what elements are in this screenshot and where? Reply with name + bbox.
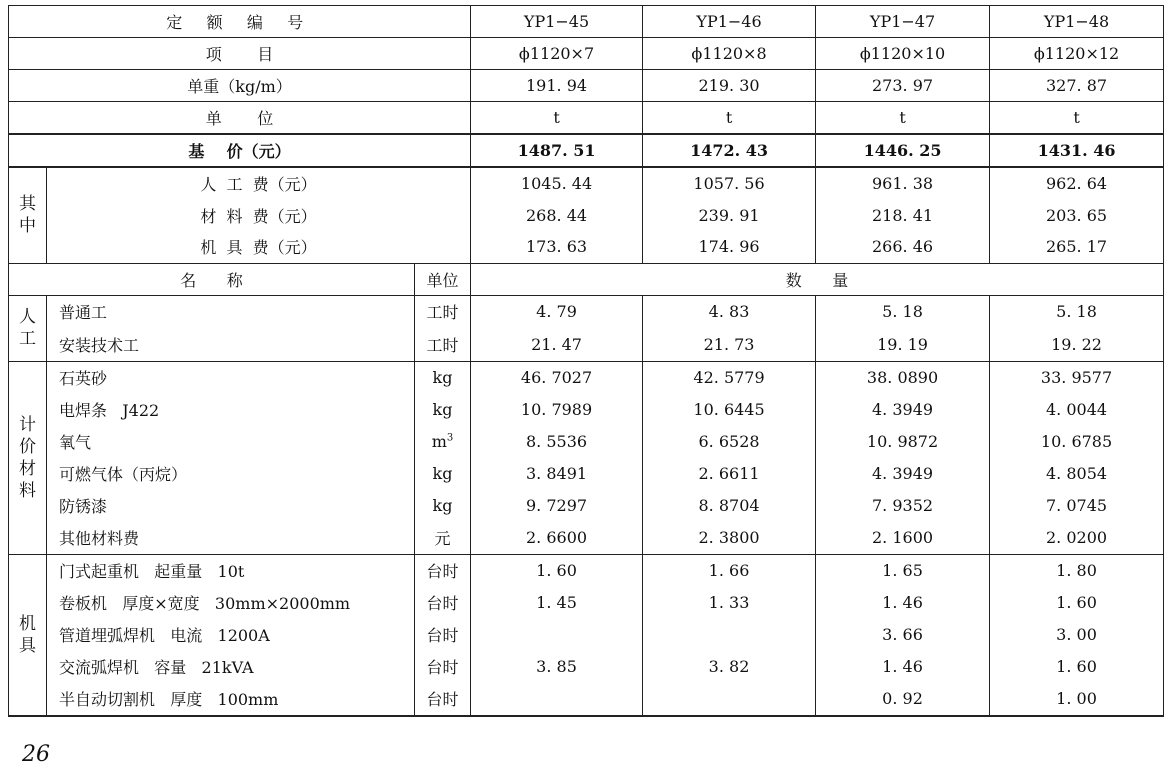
resource-name: 交流弧焊机 容量 21kVA [47,651,415,683]
unit-base: m [431,432,447,451]
breakdown-group-label: 其中 [9,167,47,263]
quantity-cell: 1. 46 [816,587,990,619]
quantity-cell: 10. 7989 [471,394,643,426]
unit-cell: t [816,102,990,135]
resource-unit: 台时 [415,587,471,619]
quantity-cell: 6. 6528 [643,426,816,458]
quantity-cell: 0. 92 [816,683,990,716]
quantity-cell: 4. 0044 [990,394,1164,426]
table-row [9,554,1164,587]
quantity-cell [471,683,643,716]
table-row [9,651,1164,683]
unit-cell: t [471,102,643,135]
quantity-cell: 19. 19 [816,328,990,361]
quantity-cell: 1. 65 [816,554,990,587]
breakdown-label: 材 料 费（元） [47,199,471,231]
base-price-label: 基 价（元） [9,134,471,167]
spec-cell: ϕ1120×12 [990,38,1164,70]
quantity-cell: 1. 45 [471,587,643,619]
resource-unit: 工时 [415,328,471,361]
quantity-cell: 1. 80 [990,554,1164,587]
quantity-cell: 8. 8704 [643,490,816,522]
quantity-cell: 4. 3949 [816,458,990,490]
quantity-cell: 1. 46 [816,651,990,683]
quantity-cell: 4. 83 [643,295,816,328]
quantity-cell: 10. 6445 [643,394,816,426]
quantity-cell: 21. 73 [643,328,816,361]
quantity-cell: 1. 33 [643,587,816,619]
resource-name: 卷板机 厚度×宽度 30mm×2000mm [47,587,415,619]
table-row [9,522,1164,555]
quantity-cell: 42. 5779 [643,361,816,394]
breakdown-value: 173. 63 [471,231,643,263]
unit-column-label: 单位 [415,263,471,295]
quantity-cell: 1. 00 [990,683,1164,716]
resource-name: 半自动切割机 厚度 100mm [47,683,415,716]
quantity-cell: 5. 18 [816,295,990,328]
unit-weight-cell: 327. 87 [990,70,1164,102]
quantity-cell [643,619,816,651]
breakdown-value: 1045. 44 [471,167,643,199]
resource-unit [415,426,471,458]
quantity-cell: 38. 0890 [816,361,990,394]
name-column-label: 名 称 [9,263,415,295]
quantity-cell [643,683,816,716]
quota-table [8,5,1164,717]
resource-name: 普通工 [47,295,415,328]
resource-name: 防锈漆 [47,490,415,522]
quantity-cell: 33. 9577 [990,361,1164,394]
quantity-cell: 19. 22 [990,328,1164,361]
unit-weight-row [9,70,1164,102]
quantity-cell: 10. 6785 [990,426,1164,458]
resource-unit: 台时 [415,619,471,651]
spec-cell: ϕ1120×8 [643,38,816,70]
resource-unit: kg [415,394,471,426]
table-row [9,587,1164,619]
quantity-cell: 21. 47 [471,328,643,361]
resource-unit: 台时 [415,651,471,683]
unit-weight-cell: 191. 94 [471,70,643,102]
group-label-machinery: 机具 [9,554,47,716]
quantity-cell: 4. 79 [471,295,643,328]
quantity-cell: 3. 66 [816,619,990,651]
resource-name: 安装技术工 [47,328,415,361]
resource-unit: 台时 [415,554,471,587]
resource-name: 可燃气体（丙烷） [47,458,415,490]
code-cell: YP1−45 [471,6,643,38]
table-row [9,426,1164,458]
breakdown-label: 机 具 费（元） [47,231,471,263]
page-number: 26 [22,742,50,767]
base-price-cell: 1446. 25 [816,134,990,167]
resource-unit: 元 [415,522,471,555]
quantity-cell [471,619,643,651]
resource-unit: kg [415,490,471,522]
resource-name: 门式起重机 起重量 10t [47,554,415,587]
resource-name: 石英砂 [47,361,415,394]
unit-cell: t [643,102,816,135]
breakdown-value: 218. 41 [816,199,990,231]
spec-cell: ϕ1120×7 [471,38,643,70]
table-row [9,619,1164,651]
resource-name: 其他材料费 [47,522,415,555]
table-row [9,361,1164,394]
unit-superscript: 3 [446,432,454,444]
breakdown-value: 239. 91 [643,199,816,231]
quantity-cell: 2. 1600 [816,522,990,555]
unit-weight-cell: 273. 97 [816,70,990,102]
quantity-cell: 3. 82 [643,651,816,683]
code-cell: YP1−47 [816,6,990,38]
table-row [9,458,1164,490]
quantity-cell: 46. 7027 [471,361,643,394]
code-cell: YP1−48 [990,6,1164,38]
breakdown-value: 962. 64 [990,167,1164,199]
group-label-labor: 人工 [9,295,47,361]
quantity-cell: 3. 8491 [471,458,643,490]
quantity-cell: 1. 66 [643,554,816,587]
breakdown-label: 人 工 费（元） [47,167,471,199]
unit-row [9,102,1164,135]
breakdown-row [9,199,1164,231]
resource-name: 电焊条 J422 [47,394,415,426]
code-label: 定 额 编 号 [9,6,471,38]
quantity-cell: 1. 60 [471,554,643,587]
code-cell: YP1−46 [643,6,816,38]
base-price-cell: 1431. 46 [990,134,1164,167]
base-price-cell: 1487. 51 [471,134,643,167]
quantity-cell: 4. 8054 [990,458,1164,490]
quantity-cell: 1. 60 [990,651,1164,683]
resource-unit: 台时 [415,683,471,716]
quantity-cell: 4. 3949 [816,394,990,426]
item-row [9,38,1164,70]
quantity-cell: 3. 00 [990,619,1164,651]
code-row [9,6,1164,38]
base-price-row [9,134,1164,167]
quantity-column-label: 数 量 [471,263,1164,295]
table-row [9,490,1164,522]
table-row [9,328,1164,361]
breakdown-value: 268. 44 [471,199,643,231]
unit-weight-cell: 219. 30 [643,70,816,102]
table-row [9,394,1164,426]
quantity-cell: 1. 60 [990,587,1164,619]
quantity-cell: 2. 3800 [643,522,816,555]
group-label-materials: 计价材料 [9,361,47,554]
spec-cell: ϕ1120×10 [816,38,990,70]
breakdown-value: 961. 38 [816,167,990,199]
quantity-cell: 8. 5536 [471,426,643,458]
unit-cell: t [990,102,1164,135]
table-row [9,683,1164,716]
resource-unit: kg [415,458,471,490]
unit-label: 单 位 [9,102,471,135]
quantity-cell: 7. 0745 [990,490,1164,522]
quantity-cell: 9. 7297 [471,490,643,522]
breakdown-value: 1057. 56 [643,167,816,199]
unit-weight-label: 单重（kg/m） [9,70,471,102]
column-header-row [9,263,1164,295]
breakdown-value: 266. 46 [816,231,990,263]
resource-unit: kg [415,361,471,394]
quantity-cell: 5. 18 [990,295,1164,328]
breakdown-value: 174. 96 [643,231,816,263]
base-price-cell: 1472. 43 [643,134,816,167]
item-label: 项 目 [9,38,471,70]
breakdown-value: 203. 65 [990,199,1164,231]
resource-name: 管道埋弧焊机 电流 1200A [47,619,415,651]
quantity-cell: 2. 6611 [643,458,816,490]
breakdown-value: 265. 17 [990,231,1164,263]
quantity-cell: 3. 85 [471,651,643,683]
quantity-cell: 10. 9872 [816,426,990,458]
resource-unit: 工时 [415,295,471,328]
breakdown-row [9,167,1164,199]
breakdown-row [9,231,1164,263]
quantity-cell: 2. 0200 [990,522,1164,555]
quantity-cell: 2. 6600 [471,522,643,555]
resource-name: 氧气 [47,426,415,458]
table-row [9,295,1164,328]
quantity-cell: 7. 9352 [816,490,990,522]
